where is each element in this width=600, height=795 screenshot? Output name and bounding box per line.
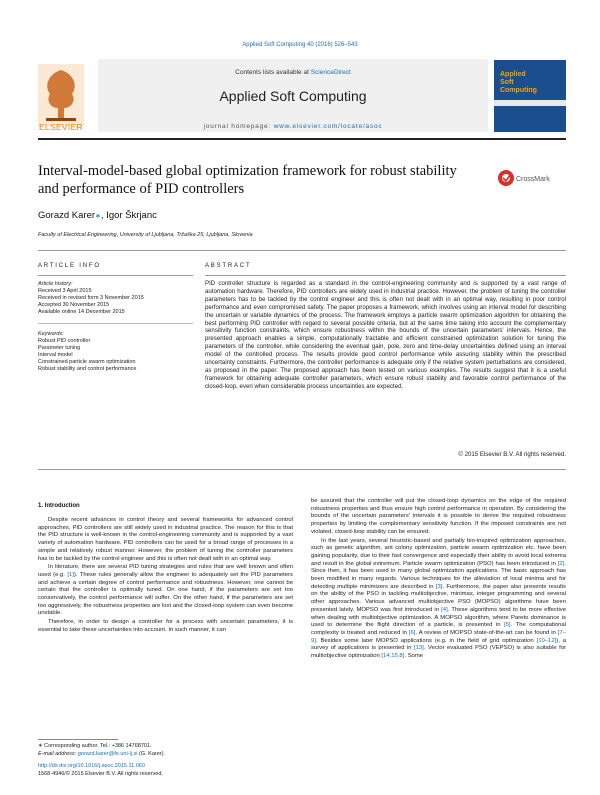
reference-link[interactable]: [4] — [441, 606, 448, 613]
crossmark-icon[interactable] — [497, 168, 550, 188]
journal-homepage-line — [98, 123, 488, 130]
text-run: In literature, there are several PID tuning strategies and rules that are well known and often used (e.g. — [38, 564, 293, 578]
email-label: E-mail address: — [38, 751, 78, 757]
elsevier-tree-logo-icon — [38, 64, 84, 126]
article-title: Interval-model-based global optimization framework for robust stability and performance of PID controllers — [38, 163, 457, 197]
header-rule — [38, 138, 566, 140]
text-run: . These algorithms tend to be more effective when dealing with multiobjective optimization. A MOPSO algorithm, where Pareto dominance is used to determine the flight direction of a particle, is presented in — [311, 606, 566, 629]
footnote-corresponding: ∗ Corresponding author. Tel.: +386 14768701. — [38, 743, 152, 749]
text-run: ). These rules generally allow the engineer to adequately set the PID parameters and achieve a certain degree of control performance and robustness. However, one cannot be certain that the controller is optimally tuned. On one hand, if the parameters are set too conservatively, the control performance will suffer. On the other hand, if the parameters are set too aggressively, the robustness properties are lost and the closed-loop system can even become unstable. — [38, 571, 293, 617]
text-run: . Furthermore, the paper also presents results on the ability of the PSO in tackling multiobjective, minimax, integer programming and several other approaches. Various advanced multiobjective PSO (MOPSO) algorithms have been presented lately. MOPSO was first introduced in — [311, 583, 566, 613]
cover-stripe — [494, 100, 566, 106]
reference-link[interactable]: [14,15,8] — [381, 653, 405, 660]
doi-link[interactable] — [38, 763, 293, 770]
cover-line-1: Applied — [500, 71, 526, 78]
article-history — [38, 281, 198, 316]
body-paragraph: Despite recent advances in control theory and several frameworks for advanced control approaches, PID controllers are still widely used in industrial practice. The reason for this is that the PID structure is well-known in the control-engineering community and is supported by a vast variety of automation hardware. PID controllers can be used for a broad range of processes in a simple and relatively robust manner. However, the problem of tuning the controller parameters has to be tackled by the control engineer and this is often not dealt with in an optimal way. — [38, 517, 293, 562]
history-received: Received 3 April 2015 — [38, 288, 92, 294]
citation-line[interactable]: Applied Soft Computing 40 (2016) 526–543 — [242, 42, 358, 48]
abstract-bottom-rule — [38, 469, 566, 470]
cover-title — [500, 71, 537, 95]
journal-title: Applied Soft Computing — [219, 88, 367, 104]
text-run: . Besides some later MOPSO applications (e.g. in the field of grid optimization — [315, 637, 537, 644]
abstract-heading: ABSTRACT — [205, 263, 252, 269]
contents-available-line — [98, 69, 488, 76]
abstract-rule — [205, 275, 566, 276]
body-paragraph: Therefore, in order to design a controller for a process with uncertain parameters, it is essential to take these uncertainties into account. In such manner, it can — [38, 619, 293, 633]
abstract-copyright: © 2015 Elsevier B.V. All rights reserved. — [458, 451, 566, 458]
doi-text[interactable]: http://dx.doi.org/10.1016/j.asoc.2015.11.060 — [38, 763, 145, 769]
text-run: . Since then, it has been used in many global optimization applications. The basic approach has been modified in many regards. Various techniques for the alleviation of local minima and for detecting multiple minimizers are described in — [311, 560, 566, 590]
reference-link[interactable]: [7–9] — [311, 629, 566, 644]
reference-link[interactable]: [1] — [67, 571, 74, 578]
body-column-left — [38, 517, 293, 636]
article-info-heading: ARTICLE INFO — [38, 263, 101, 269]
keywords-rule — [38, 323, 193, 324]
text-run: . Some — [404, 653, 424, 660]
cover-line-3: Computing — [500, 87, 537, 94]
text-run: . A review of MOPSO state-of-the-art can be found in — [415, 629, 558, 636]
crossmark-label: CrossMark — [516, 176, 550, 183]
email-link[interactable]: gorazd.karer@fe.uni-lj.si — [77, 751, 138, 757]
reference-link[interactable]: [10–12] — [536, 637, 557, 644]
reference-link[interactable]: [3] — [435, 583, 443, 590]
keyword-item: Robust stability and control performance — [38, 366, 137, 372]
email-suffix: (G. Karer). — [137, 751, 165, 757]
reference-link[interactable]: [6] — [408, 629, 416, 636]
text-run: . The computational complexity is treated and reduced in — [311, 622, 566, 636]
article-info-rule — [38, 275, 193, 276]
body-paragraph: be assured that the controller will put the closed-loop dynamics on the edge of the required robustness properties and thus ensure high control performance in operation. By considering the bounds of the uncertain parameters' intervals it is possible to derive the required robustness properties by limiting the complementary sensitivity function. If the imposed constraints are not violated, closed-loop stability can be ensured. — [311, 498, 566, 535]
body-paragraph — [311, 538, 566, 661]
homepage-prefix: journal homepage: — [203, 123, 272, 130]
contents-prefix: Contents lists available at — [235, 69, 309, 76]
homepage-link[interactable]: www.elsevier.com/locate/asoc — [273, 123, 383, 130]
text-run: ), a survey of applications is presented in — [311, 637, 567, 652]
reference-link[interactable]: [2] — [557, 560, 565, 567]
footnote-email — [38, 751, 293, 758]
footnote-rule — [38, 739, 118, 740]
history-revised: Received in revised form 3 November 2015 — [38, 295, 144, 301]
keywords-label: Keywords: — [38, 331, 64, 337]
keywords-list — [38, 331, 198, 373]
author-2: Igor Škrjanc — [106, 210, 157, 221]
issn-line: 1568-4946/© 2015 Elsevier B.V. All rights reserved. — [38, 771, 163, 777]
author-list — [38, 210, 157, 221]
history-label: Article history: — [38, 281, 73, 287]
author-separator: , — [100, 210, 107, 221]
title-rule — [38, 250, 566, 251]
reference-link[interactable]: [5] — [504, 622, 511, 629]
corresponding-author-mark[interactable]: ∗ — [95, 213, 101, 220]
text-run: . Vector evaluated PSO (VEPSO) is also suitable for multiobjective optimization — [311, 645, 566, 660]
history-online: Available online 14 December 2015 — [38, 309, 125, 315]
sciencedirect-link[interactable]: ScienceDirect — [310, 69, 351, 76]
text-run: In the last years, several heuristic-based and partially bio-inspired optimization approaches, such as genetic algorithm, ant colony optimization, particle swarm optimization etc. have been gaining popularity, due to their fast convergence and especially their ability to avoid local extrema and result in the global extremum. Particle swarm optimization (PSO) has been introduced in — [311, 537, 566, 567]
body-column-right — [311, 498, 566, 662]
keyword-item: Interval model — [38, 352, 73, 358]
section-heading-introduction: 1. Introduction — [38, 503, 80, 509]
keyword-item: Robust PID controller — [38, 338, 91, 344]
history-accepted: Accepted 30 November 2015 — [38, 302, 110, 308]
keyword-item: Parameter tuning — [38, 345, 81, 351]
affiliation: Faculty of Electrical Engineering, University of Ljubljana, Tržaška 25, Ljubljana, Slovenia — [38, 232, 253, 238]
abstract-text: PID controller structure is regarded as a standard in the control-engineering community and is supported by a vast range of automation hardware. Therefore, PID controllers are widely used in industrial practice. However, the problem of tuning the controller parameters has to be tackled by the control engineer and this is often not dealt with in an optimal way, resulting in poor control performance and even compromised safety. The paper proposes a framework, which involves using an interval model for describing the uncertain or variable dynamics of the process. The framework employs a particle swarm optimization algorithm for obtaining the best performing PID controller with regard to several possible criteria, but at the same time taking into account the complementary sensitivity function constraints, which ensure robustness within the bounds of the uncertain parameters' intervals. Hence, the presented approach enables a simple, computationally tractable and efficient constrained optimization solution for tuning the parameters of the controller, while considering the eventual gain, pole, zero and time-delay uncertainties defined using an interval model of the controlled process. The results provide good control performance while assuring stability within the prescribed uncertainty constraints. Furthermore, the controller performance is adequate only if the relative system perturbations are considered, as proposed in the paper. The proposed approach has been tested on various examples. The results suggest that it is a useful framework for obtaining adequate controller parameters, which ensure robust stability and favorable control performance of the closed-loop, even when considerable process uncertainties are expected. — [205, 280, 566, 390]
cover-line-2: Soft — [500, 79, 514, 86]
reference-link[interactable]: [13] — [413, 645, 424, 652]
author-1: Gorazd Karer — [38, 210, 96, 221]
publisher-logo-text: ELSEVIER — [39, 122, 83, 132]
keyword-item: Constrained particle swarm optimization — [38, 359, 136, 365]
body-paragraph — [38, 564, 293, 618]
